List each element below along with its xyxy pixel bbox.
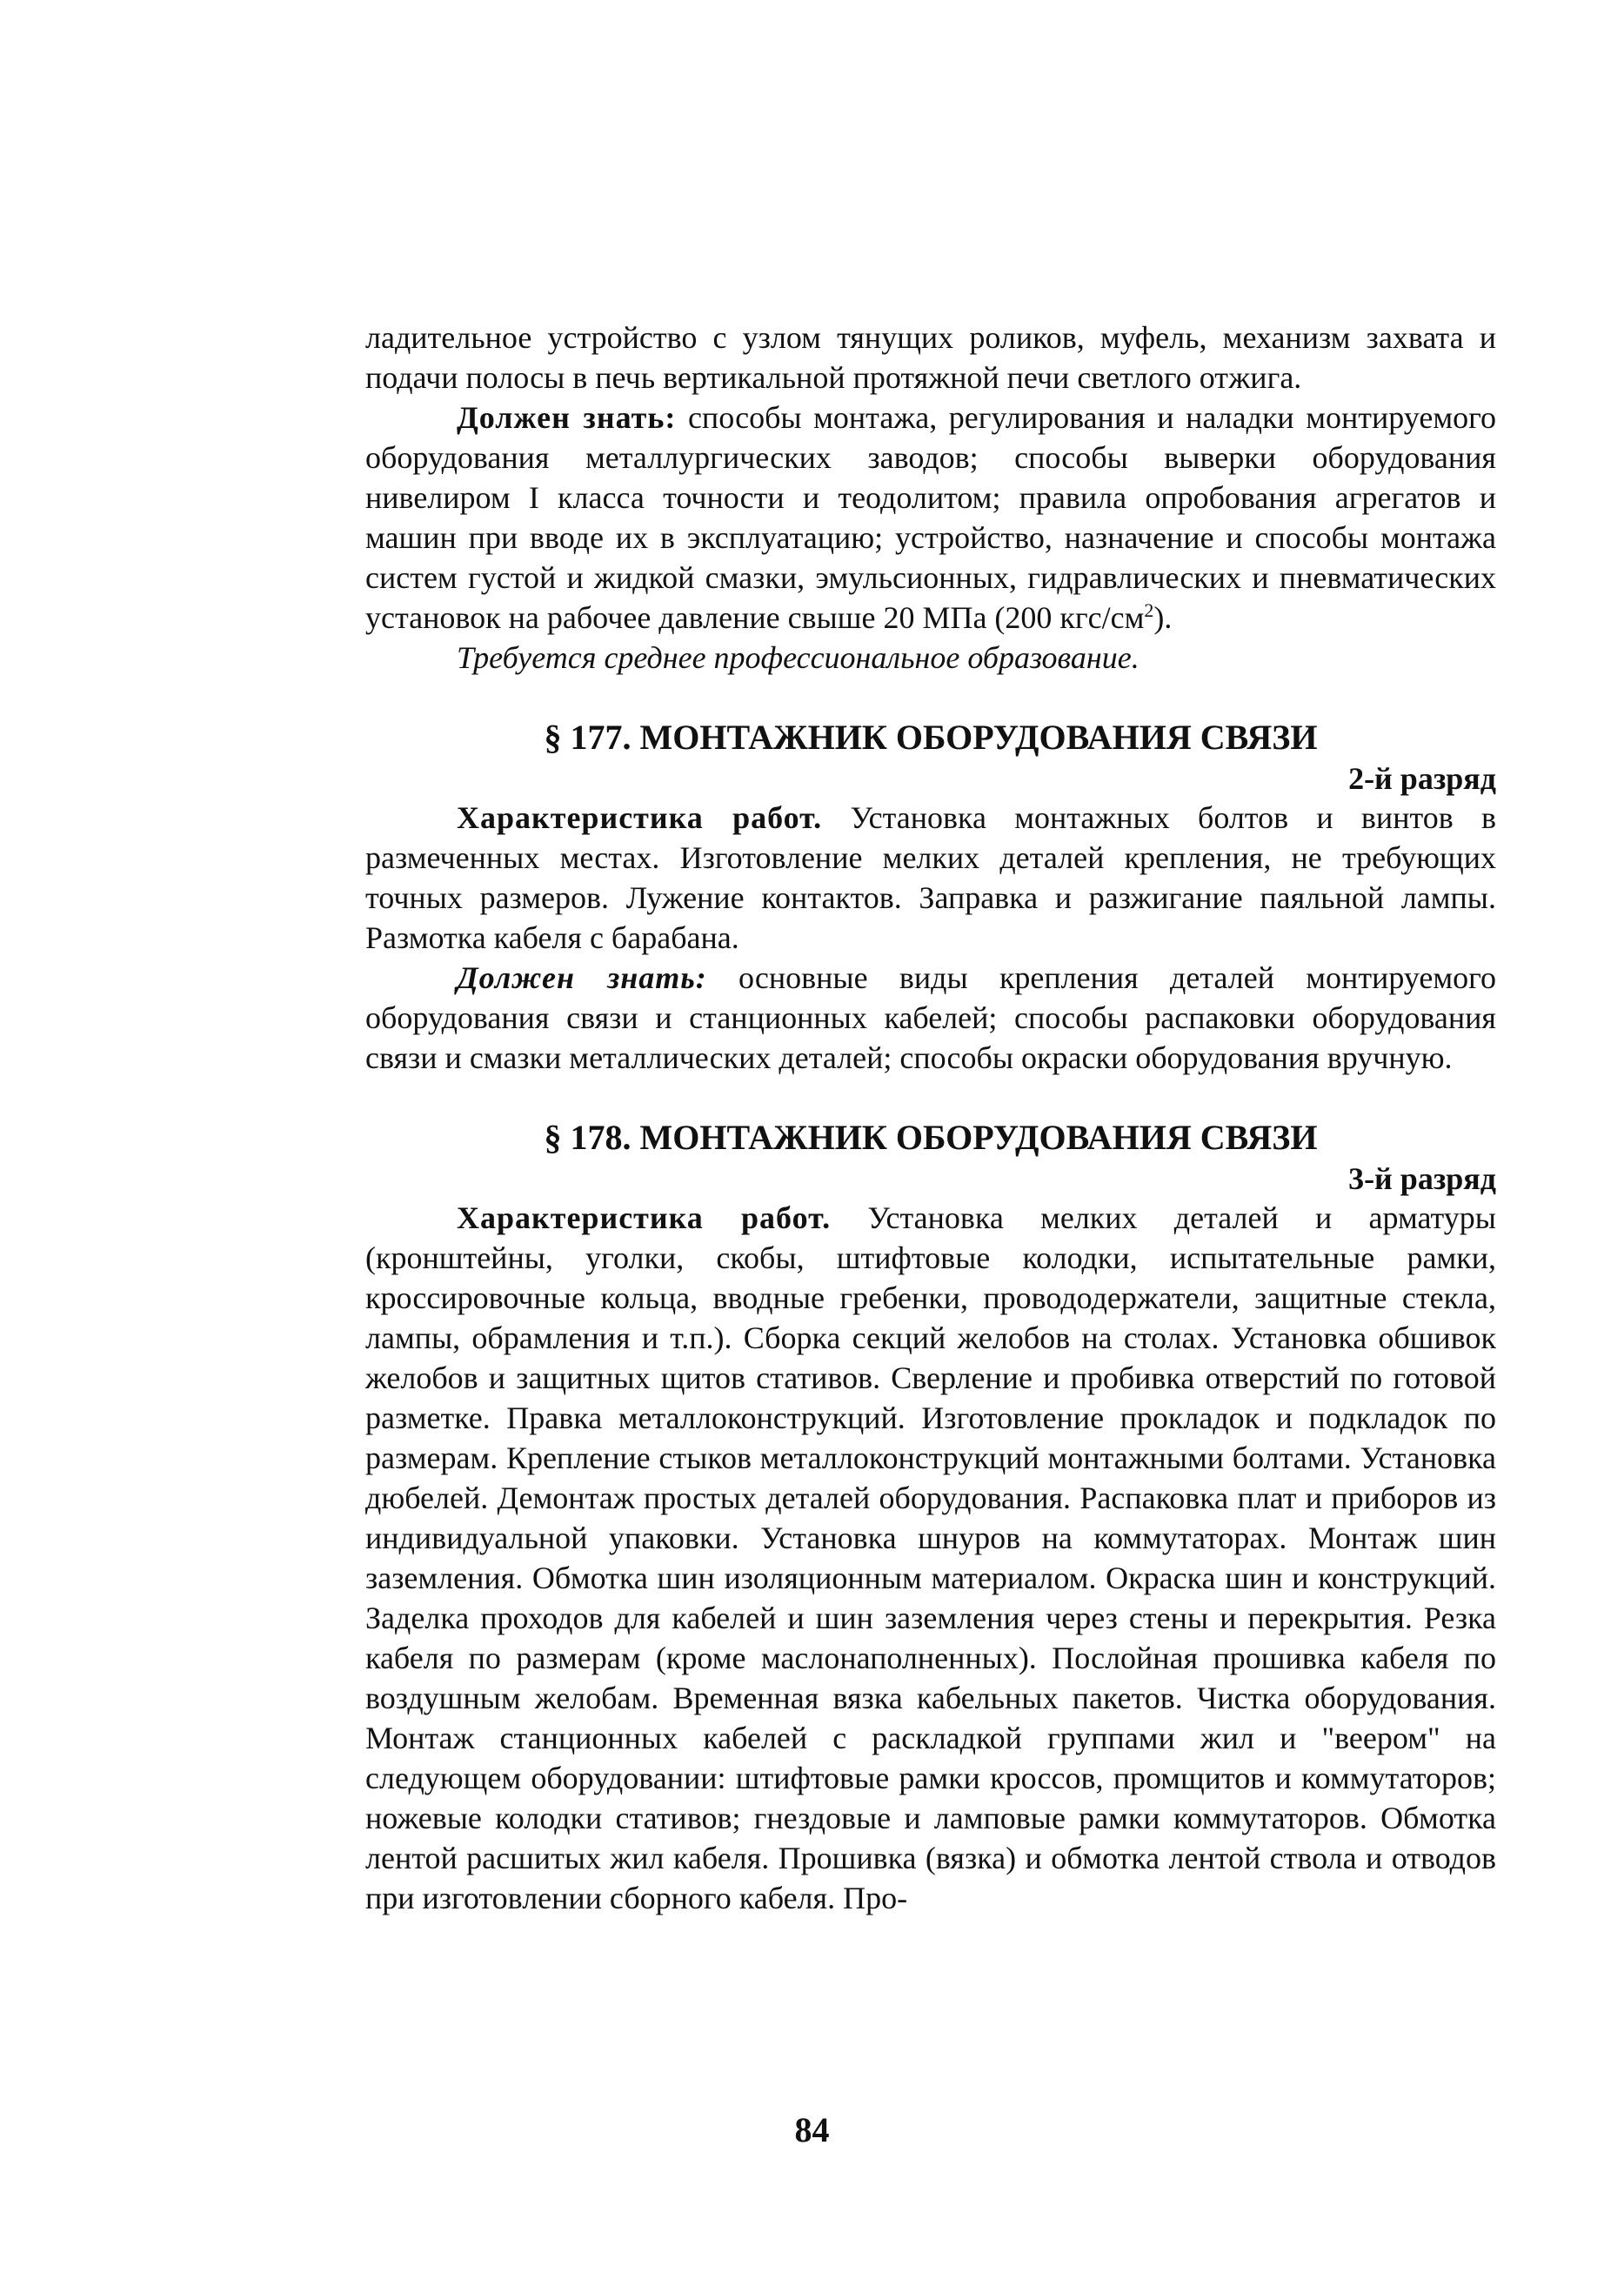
section-178-characteristics-text: Установка мелких деталей и арматуры (кронштейны, уголки, скобы, штифтовые колодки, испытательные рамки, кроссировочные кольца, вводные гребенки, провододержатели, защитные стекла, лампы, обрамления и т.п.). Сборка секций желобов на столах. Установка обшивок желобов и защитных щитов стативов. Сверление и пробивка отверстий по готовой разметке. Правка металлоконструкций. Изготовление прокладок и подкладок по размерам. Крепление стыков металлоконструкций монтажными болтами. Установка дюбелей. Демонтаж простых деталей оборудования. Распаковка плат и приборов из индивидуальной упаковки. Установка шнуров на коммутаторах. Монтаж шин заземления. Обмотка шин изоляционным материалом. Окраска шин и конструкций. Заделка проходов для кабелей и шин заземления через стены и перекрытия. Резка кабеля по размерам (кроме маслонаполненных). Послойная прошивка кабеля по воздушным желобам. Временная вязка кабельных пакетов. Чистка оборудования. Монтаж станционных кабелей с раскладкой группами жил и "веером" на следующем оборудовании: штифтовые рамки кроссов, промщитов и коммутаторов; ножевые колодки стативов; гнездовые и ламповые рамки коммутаторов. Обмотка лентой расшитых жил кабеля. Прошивка (вязка) и обмотка лентой ствола и отводов при изготовлении сборного кабеля. Про- bbox=[365, 1200, 1496, 1915]
intro-must-know-text: способы монтажа, регулирования и наладки монтируемого оборудования металлургических заводов; способы выверки оборудования нивелиром I класса точности и теодолитом; правила опробования агрегатов и машин при вводе их в эксплуатацию; устройство, назначение и способы монтажа систем густой и жидкой смазки, эмульсионных, гидравлических и пневматических установок на рабочее давление свыше 20 МПа (200 кгс/см bbox=[365, 400, 1496, 635]
intro-must-know-label: Должен знать: bbox=[457, 400, 677, 435]
intro-education-text: Требуется среднее профессиональное образование. bbox=[457, 640, 1139, 675]
intro-education-paragraph bbox=[365, 638, 1496, 678]
intro-carryover-paragraph bbox=[365, 317, 1496, 398]
section-177-grade: 2-й разряд bbox=[1348, 761, 1496, 796]
section-177-must-know-paragraph bbox=[365, 958, 1496, 1078]
intro-must-know-paragraph bbox=[365, 398, 1496, 638]
page-number: 84 bbox=[794, 2110, 830, 2149]
section-177-must-know-label: Должен знать: bbox=[457, 960, 707, 995]
section-178-characteristics-paragraph bbox=[365, 1198, 1496, 1918]
intro-carryover-text: ладительное устройство с узлом тянущих роликов, муфель, механизм захвата и подачи полосы в печь вертикальной протяжной печи светлого отжига. bbox=[365, 320, 1496, 395]
section-spacer bbox=[365, 678, 1496, 716]
section-177-must-know-text: основные виды крепления деталей монтируемого оборудования связи и станционных кабелей; способы распаковки оборудования связи и смазки металлических деталей; способы окраски оборудования вручную. bbox=[365, 960, 1496, 1075]
section-178-characteristics-label: Характеристика работ. bbox=[457, 1200, 832, 1235]
section-177-characteristics-paragraph bbox=[365, 798, 1496, 958]
section-178-grade: 3-й разряд bbox=[1348, 1161, 1496, 1196]
section-177-characteristics-label: Характеристика работ. bbox=[457, 800, 823, 835]
section-177-title: § 177. МОНТАЖНИК ОБОРУДОВАНИЯ СВЯЗИ bbox=[544, 718, 1318, 757]
intro-must-know-superscript: 2 bbox=[1144, 599, 1154, 621]
page-body bbox=[365, 317, 1496, 1918]
section-177-characteristics-text: Установка монтажных болтов и винтов в размеченных местах. Изготовление мелких деталей крепления, не требующих точных размеров. Лужение контактов. Заправка и разжигание паяльной лампы. Размотка кабеля с барабана. bbox=[365, 800, 1497, 955]
section-spacer bbox=[365, 1078, 1496, 1116]
section-178-title: § 178. МОНТАЖНИК ОБОРУДОВАНИЯ СВЯЗИ bbox=[544, 1118, 1318, 1157]
intro-must-know-end: ). bbox=[1153, 600, 1173, 635]
